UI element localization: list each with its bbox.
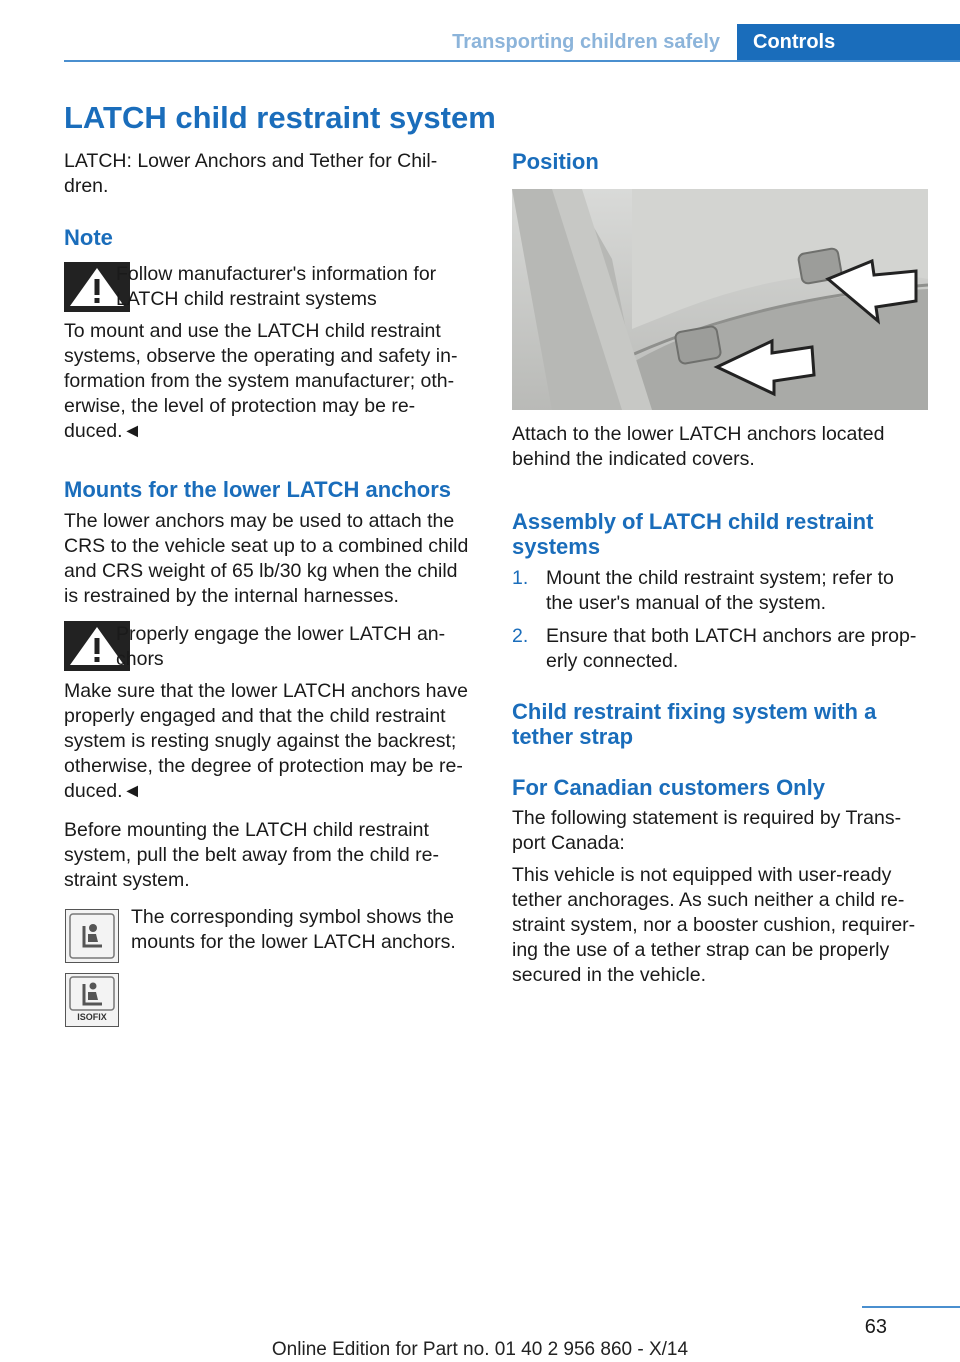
mounts-heading: Mounts for the lower LATCH anchors [64,477,452,502]
before-mounting-text: Before mounting the LATCH child restraint system, pull the belt away from the child re- straint system. [64,819,439,891]
step-number: 2. [512,625,529,647]
header-chapter-tab [737,24,960,62]
edition-footer: Online Edition for Part no. 01 40 2 956 860 - X/14 [271,1339,689,1360]
page-number: 63 [864,1316,887,1338]
canada-statement-intro: The following statement is required by Trans- port Canada: [512,807,902,854]
footer-rule [862,1306,960,1308]
warning-1-title: Follow manufacturer's information for LATCH child restraint systems [116,263,437,310]
mounts-body: The lower anchors may be used to attach the CRS to the vehicle seat up to a combined child and CRS weight of 65 lb/30 kg when the child is restrained by the internal harnesses. [64,510,469,607]
canada-statement-body: This vehicle is not equipped with user-ready tether anchorages. As such neither a child re- straint system, nor a booster cushion, requirer- ing the use of a tether strap can be properly secured in the vehicle. [512,864,916,986]
warning-2-title: Properly engage the lower LATCH an- chors [116,623,446,670]
seat-anchor-photo [512,189,928,410]
step-number: 1. [512,567,529,589]
isofix-label: ISOFIX [77,1012,107,1022]
page-title: LATCH child restraint system [64,100,496,135]
note-heading: Note [64,225,113,250]
header-section-title: Transporting children safely [452,31,720,53]
step-text: Ensure that both LATCH anchors are prop- erly connected. [546,625,917,672]
step-text: Mount the child restraint system; refer to the user's manual of the system. [546,567,894,614]
canada-heading: For Canadian customers Only [512,775,825,800]
tether-heading: Child restraint fixing system with a tether strap [512,699,877,749]
warning-2-body: Make sure that the lower LATCH anchors have properly engaged and that the child restraint system is resting snugly against the backrest; otherwise, the degree of protection may be re- duced.◄ [64,680,468,802]
header-chapter-label: Controls [753,31,836,53]
isofix-symbol-icon [65,973,119,1027]
header-rule [64,60,960,62]
child-seat-symbol-icon [65,909,119,963]
intro-text: LATCH: Lower Anchors and Tether for Chil- dren. [64,150,438,197]
photo-caption: Attach to the lower LATCH anchors located behind the indicated covers. [512,423,885,470]
warning-1-body: To mount and use the LATCH child restraint systems, observe the operating and safety in- formation from the system manufacturer; oth- erwise, the level of protection may be re- duced.◄ [64,320,458,442]
position-heading: Position [512,149,599,174]
symbol-description: The corresponding symbol shows the mounts for the lower LATCH anchors. [131,906,456,953]
assembly-heading: Assembly of LATCH child restraint systems [512,509,874,559]
